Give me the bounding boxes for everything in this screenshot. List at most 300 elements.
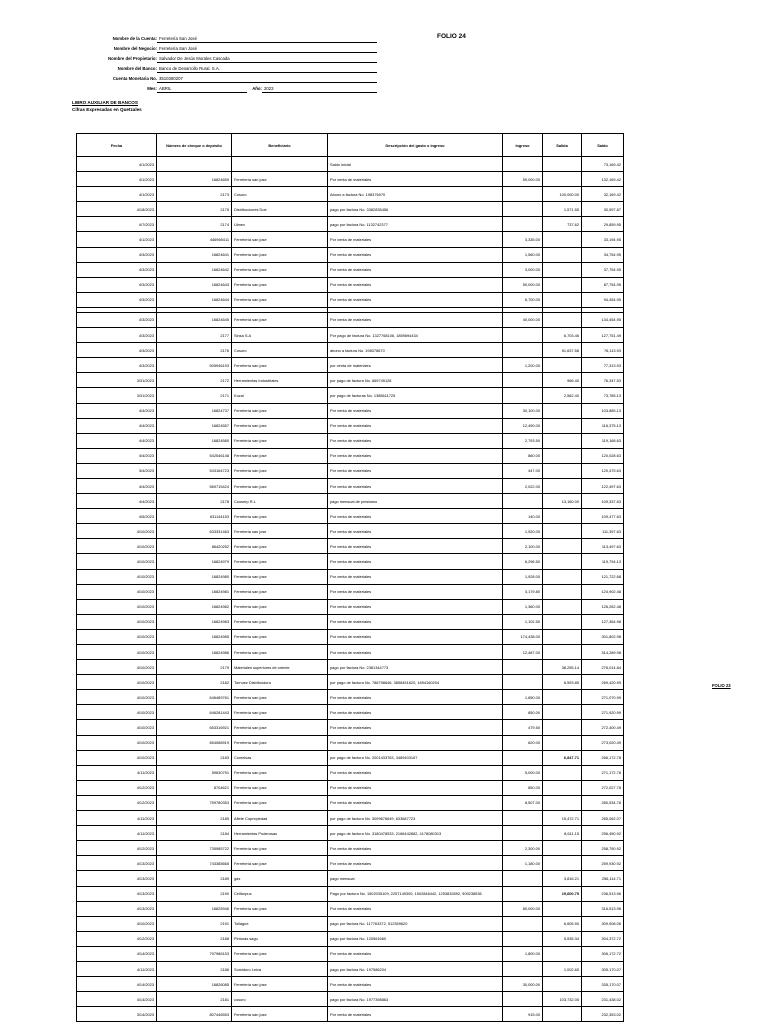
cell-fecha: 4/4/2023 (77, 494, 157, 509)
cell-fecha: 4/10/2023 (77, 750, 157, 765)
cell-ingreso (503, 961, 543, 976)
cell-descripcion: Pago por factura No. 1502035109, 2257149300, 1502846442, 1253832892, 909238536 (328, 886, 503, 901)
cell-descripcion: Por venta de materiales (328, 292, 503, 307)
cell-numero: 631144153 (157, 509, 232, 524)
cell-salida (543, 157, 582, 172)
cell-ingreso: 1,560.00 (503, 247, 543, 262)
cell-saldo: 33,194.95 (582, 232, 624, 247)
cell-fecha: 4/3/2023 (77, 247, 157, 262)
cell-numero: 16824983 (157, 614, 232, 629)
cell-salida (543, 599, 582, 614)
cell-fecha: 4/10/2023 (77, 675, 157, 690)
header-field-label: Cuenta Monetaria No. (112, 76, 157, 81)
cell-numero: 2189 (157, 871, 232, 886)
cell-saldo: 121,722.68 (582, 569, 624, 584)
cell-fecha: 4/3/2023 (77, 312, 157, 327)
cell-salida (543, 448, 582, 463)
cell-ingreso: 12,487.00 (503, 645, 543, 660)
cell-beneficiario: Ferretería san jose (232, 977, 328, 992)
cell-salida (543, 554, 582, 569)
cell-ingreso: 30,100.00 (503, 403, 543, 418)
cell-fecha: 3/31/2023 (77, 373, 157, 388)
cell-saldo: 109,337.63 (582, 494, 624, 509)
col-header-numero: Número de cheque o depósito (157, 134, 232, 157)
cell-salida (543, 1007, 582, 1022)
cell-fecha: 4/1/2023 (77, 232, 157, 247)
ledger-body (77, 157, 624, 1022)
cell-numero: 542546148 (157, 448, 232, 463)
cell-descripcion: Por venta de materiales (328, 856, 503, 871)
cell-beneficiario: Ferretería san jose (232, 946, 328, 961)
folio-side-label: FOLIO 23 (712, 683, 731, 688)
cell-fecha: 4/10/2023 (77, 569, 157, 584)
cell-fecha: 4/10/2023 (77, 614, 157, 629)
cell-ingreso: 479.50 (503, 720, 543, 735)
cell-beneficiario: Ferretería san jose (232, 403, 328, 418)
cell-fecha: 4/11/2023 (77, 811, 157, 826)
cell-descripcion: Abono a factura No. 198376970 (328, 187, 503, 202)
cell-beneficiario: Ferretería san jose (232, 433, 328, 448)
cell-numero: 2182 (157, 675, 232, 690)
year-value: 2023 (264, 86, 274, 91)
table-row (77, 509, 624, 524)
cell-descripcion: Por venta de materiales (328, 312, 503, 327)
cell-saldo: 271,920.99 (582, 705, 624, 720)
cell-ingreso (503, 916, 543, 931)
table-row (77, 292, 624, 307)
cell-fecha: 4/7/2023 (77, 217, 157, 232)
cell-descripcion: por pago de factura No. 3099676649, 633687723 (328, 811, 503, 826)
cell-descripcion: Por venta de materiales (328, 629, 503, 644)
cell-salida: 2,562.40 (543, 388, 582, 403)
cell-fecha: 4/1/2023 (77, 172, 157, 187)
cell-saldo: 30,597.87 (582, 202, 624, 217)
table-row (77, 172, 624, 187)
col-header-fecha: Fecha (77, 134, 157, 157)
cell-descripcion: Por venta de materiales (328, 418, 503, 433)
cell-beneficiario: Ferretería san jose (232, 599, 328, 614)
cell-saldo: 134,454.95 (582, 312, 624, 327)
cell-fecha: 4/4/2023 (77, 433, 157, 448)
cell-beneficiario: Cooserp R.L (232, 494, 328, 509)
cell-saldo: 124,902.48 (582, 584, 624, 599)
cell-descripcion: pago por factura No. 1977398863 (328, 992, 503, 1007)
cell-saldo: 266,172.78 (582, 750, 624, 765)
table-row (77, 187, 624, 202)
cell-saldo: 73,785.13 (582, 388, 624, 403)
cell-saldo: 259,930.92 (582, 856, 624, 871)
cell-ingreso: 2,022.00 (503, 478, 543, 493)
table-row (77, 675, 624, 690)
cell-beneficiario: Sinsa S.A (232, 328, 328, 343)
cell-salida (543, 463, 582, 478)
cell-beneficiario: Cosoro (232, 187, 328, 202)
cell-descripcion: Por venta de materiales (328, 599, 503, 614)
cell-beneficiario: Distribuciones Doe (232, 202, 328, 217)
cell-salida (543, 629, 582, 644)
cell-ingreso: 5,000.00 (503, 765, 543, 780)
cell-salida (543, 509, 582, 524)
cell-salida (543, 856, 582, 871)
cell-ingreso: 2,100.00 (503, 539, 543, 554)
cell-numero: 743385665 (157, 856, 232, 871)
cell-fecha: 4/12/2023 (77, 780, 157, 795)
cell-descripcion: Por venta de materiales (328, 765, 503, 780)
cell-descripcion: Por venta de materiales (328, 977, 503, 992)
cell-ingreso: 8,507.00 (503, 795, 543, 810)
cell-ingreso: 1,650.00 (503, 690, 543, 705)
cell-fecha: 4/10/2023 (77, 599, 157, 614)
cell-descripcion: Por venta de materiales (328, 705, 503, 720)
cell-salida (543, 277, 582, 292)
cell-ingreso: 620.00 (503, 735, 543, 750)
cell-descripcion: pago por factura No. 117763372, 512359620 (328, 916, 503, 931)
cell-descripcion: Por venta de materiales (328, 509, 503, 524)
cell-beneficiario: Ceiltorpus (232, 886, 328, 901)
cell-beneficiario: Comelsas (232, 750, 328, 765)
cell-saldo: 37,754.95 (582, 262, 624, 277)
cell-beneficiario: Ferretería san jose (232, 690, 328, 705)
cell-ingreso (503, 202, 543, 217)
cell-beneficiario: Ferretería san jose (232, 448, 328, 463)
cell-ingreso: 1,800.00 (503, 946, 543, 961)
table-row (77, 494, 624, 509)
cell-salida (543, 418, 582, 433)
cell-numero: 16824580 (157, 433, 232, 448)
cell-ingreso (503, 675, 543, 690)
cell-numero: 2181 (157, 992, 232, 1007)
cell-saldo: 32,169.42 (582, 187, 624, 202)
table-row (77, 977, 624, 992)
cell-ingreso (503, 992, 543, 1007)
cell-fecha: 4/1/2023 (77, 157, 157, 172)
cell-ingreso (503, 660, 543, 675)
cell-saldo: 120,475.63 (582, 463, 624, 478)
table-row (77, 262, 624, 277)
cell-saldo: 269,420.99 (582, 675, 624, 690)
cell-numero: 2174 (157, 217, 232, 232)
cell-ingreso: 59,000.00 (503, 172, 543, 187)
table-row (77, 811, 624, 826)
cell-saldo: 103,885.13 (582, 403, 624, 418)
cell-descripcion: Por venta de materiales (328, 720, 503, 735)
cell-numero: 2179 (157, 660, 232, 675)
cell-beneficiario: Ferretería san jose (232, 584, 328, 599)
header-field-underline (157, 52, 377, 53)
cell-numero: 735985722 (157, 841, 232, 856)
cell-descripcion: Por venta de materiales (328, 645, 503, 660)
cell-beneficiario: Aflete Coprepiedad (232, 811, 328, 826)
table-row (77, 614, 624, 629)
cell-salida: 1,002.65 (543, 961, 582, 976)
cell-beneficiario: Ferreteria san jose (232, 524, 328, 539)
cell-salida (543, 795, 582, 810)
year-underline (262, 92, 377, 93)
cell-saldo: 256,450.92 (582, 826, 624, 841)
cell-saldo: 305,170.07 (582, 961, 624, 976)
cell-beneficiario: Herramientas Poderosas (232, 826, 328, 841)
cell-numero: 16824986 (157, 645, 232, 660)
cell-ingreso: 6,700.00 (503, 292, 543, 307)
cell-saldo: 276,014.84 (582, 660, 624, 675)
cell-salida: 8,611.15 (543, 826, 582, 841)
cell-ingreso: 915.00 (503, 1007, 543, 1022)
cell-numero: 2188 (157, 931, 232, 946)
cell-ingreso: 1,180.00 (503, 856, 543, 871)
cell-salida: 103,732.05 (543, 992, 582, 1007)
cell-fecha: 4/11/2023 (77, 765, 157, 780)
cell-saldo: 280,534.78 (582, 795, 624, 810)
table-row (77, 312, 624, 327)
cell-ingreso (503, 343, 543, 358)
cell-fecha: 4/12/2023 (77, 841, 157, 856)
cell-fecha: 4/13/2023 (77, 871, 157, 886)
cell-fecha: 4/10/2023 (77, 660, 157, 675)
cell-numero: 59630791 (157, 765, 232, 780)
cell-saldo: 76,113.93 (582, 343, 624, 358)
cell-salida (543, 232, 582, 247)
header-field-label: Nombre de la Cuenta: (112, 36, 157, 41)
cell-numero: 797986153 (157, 946, 232, 961)
cell-numero: 2176 (157, 343, 232, 358)
cell-saldo: 126,262.48 (582, 599, 624, 614)
cell-salida: 6,703.46 (543, 328, 582, 343)
cell-saldo: 258,750.92 (582, 841, 624, 856)
table-row (77, 403, 624, 418)
cell-descripcion: Por venta de materiales (328, 946, 503, 961)
cell-salida (543, 358, 582, 373)
cell-ingreso (503, 826, 543, 841)
cell-descripcion: Por venta de materiales (328, 554, 503, 569)
table-row (77, 554, 624, 569)
cell-numero: 8704621 (157, 780, 232, 795)
cell-saldo: 122,497.63 (582, 478, 624, 493)
cell-ingreso: 174,438.00 (503, 629, 543, 644)
cell-numero: 2172 (157, 373, 232, 388)
cell-numero: 2186 (157, 961, 232, 976)
cell-numero: 16824982 (157, 599, 232, 614)
col-header-descripcion: Descripción del gasto o ingreso (328, 134, 503, 157)
cell-numero: 16824979 (157, 554, 232, 569)
cell-salida: 5,535.34 (543, 931, 582, 946)
cell-numero: 2171 (157, 388, 232, 403)
cell-beneficiario: Ferretería san jose (232, 418, 328, 433)
cell-salida (543, 645, 582, 660)
cell-descripcion: Por venta de materiales (328, 463, 503, 478)
table-row (77, 569, 624, 584)
cell-ingreso (503, 931, 543, 946)
cell-saldo: 77,313.93 (582, 358, 624, 373)
cell-salida (543, 569, 582, 584)
cell-salida (543, 292, 582, 307)
cell-descripcion: Por venta de materiales (328, 403, 503, 418)
table-row (77, 901, 624, 916)
cell-descripcion: por pago de factura No. 788798646, 3858451620, 1894160204 (328, 675, 503, 690)
table-row (77, 645, 624, 660)
cell-descripcion: Por venta de materiales (328, 690, 503, 705)
cell-salida (543, 735, 582, 750)
cell-fecha: 4/14/2023 (77, 992, 157, 1007)
cell-beneficiario: Ulmex (232, 217, 328, 232)
cell-fecha: 4/10/2023 (77, 735, 157, 750)
table-row (77, 584, 624, 599)
cell-salida: 737.62 (543, 217, 582, 232)
table-row (77, 328, 624, 343)
cell-saldo: 34,754.95 (582, 247, 624, 262)
cell-salida: 6,593.85 (543, 675, 582, 690)
cell-descripcion: Por venta de materiales (328, 841, 503, 856)
cell-saldo: 272,027.78 (582, 780, 624, 795)
cell-descripcion: pago por factura No. 120561660 (328, 931, 503, 946)
cell-salida (543, 584, 582, 599)
cell-descripcion: Por venta de materiales (328, 1007, 503, 1022)
cell-descripcion: por pago de facturas No. 1385611725 (328, 388, 503, 403)
cell-numero: 759780353 (157, 795, 232, 810)
cell-saldo: 111,397.63 (582, 524, 624, 539)
cell-salida (543, 262, 582, 277)
cell-numero: 86420252 (157, 539, 232, 554)
cell-descripcion: Por venta de materiales (328, 247, 503, 262)
cell-numero: 16824557 (157, 418, 232, 433)
cell-fecha: 4/11/2023 (77, 826, 157, 841)
cell-beneficiario: Ferretería san jose (232, 509, 328, 524)
cell-numero: 2191 (157, 916, 232, 931)
table-row (77, 946, 624, 961)
cell-descripcion: Por venta de materiales (328, 901, 503, 916)
month-underline (157, 92, 247, 93)
cell-numero: 2190 (157, 886, 232, 901)
table-row (77, 448, 624, 463)
cell-descripcion: pago por factura No. 2381344773 (328, 660, 503, 675)
cell-ingreso (503, 494, 543, 509)
cell-saldo: 301,802.98 (582, 629, 624, 644)
cell-salida: 100,000.00 (543, 187, 582, 202)
cell-fecha: 4/3/2023 (77, 358, 157, 373)
cell-ingreso: 447.00 (503, 463, 543, 478)
header-field-underline (157, 62, 377, 63)
cell-ingreso (503, 157, 543, 172)
cell-fecha: 4/4/2023 (77, 478, 157, 493)
cell-beneficiario: Ferretería san jose (232, 312, 328, 327)
cell-beneficiario: Ferretería san jose (232, 478, 328, 493)
cell-numero: 16824641 (157, 247, 232, 262)
cell-saldo: 109,477.63 (582, 509, 624, 524)
cell-ingreso (503, 328, 543, 343)
col-header-beneficiario: Beneficiario (232, 134, 328, 157)
cell-fecha: 4/5/2023 (77, 509, 157, 524)
header-field-value: 3510380207 (159, 76, 183, 81)
cell-numero: 2178 (157, 494, 232, 509)
cell-beneficiario: Ferretería san jose (232, 765, 328, 780)
cell-descripcion: Por venta de materiales (328, 735, 503, 750)
cell-numero: 16824643 (157, 277, 232, 292)
cell-beneficiario: Ferretería san jose (232, 614, 328, 629)
cell-descripcion: Por pago de factura No. 1327768106, 1859694434 (328, 328, 503, 343)
cell-descripcion: Por venta de materiales (328, 172, 503, 187)
table-row (77, 841, 624, 856)
cell-fecha: 4/10/2023 (77, 645, 157, 660)
table-row (77, 856, 624, 871)
cell-salida (543, 720, 582, 735)
cell-ingreso: 30,000.00 (503, 977, 543, 992)
cell-fecha: 4/10/2023 (77, 539, 157, 554)
cell-salida (543, 765, 582, 780)
cell-numero: 446965411 (157, 232, 232, 247)
table-row (77, 826, 624, 841)
cell-salida (543, 705, 582, 720)
cell-beneficiario: Ferretería san jose (232, 735, 328, 750)
cell-fecha: 3/31/2023 (77, 388, 157, 403)
cell-ingreso: 2,793.50 (503, 433, 543, 448)
cell-fecha: 4/4/2023 (77, 403, 157, 418)
cell-ingreso: 50,000.00 (503, 277, 543, 292)
cell-fecha: 4/3/2023 (77, 277, 157, 292)
cell-descripcion: abono a factura No. 198078670 (328, 343, 503, 358)
cell-salida (543, 946, 582, 961)
cell-fecha: 4/3/2023 (77, 262, 157, 277)
cell-saldo: 119,168.63 (582, 433, 624, 448)
cell-beneficiario: Ferretería san jose (232, 292, 328, 307)
cell-salida: 38,255.14 (543, 660, 582, 675)
table-row (77, 388, 624, 403)
header-field-value: Ferretería San José (159, 46, 197, 51)
cell-salida (543, 614, 582, 629)
cell-numero: 16824644 (157, 292, 232, 307)
cell-salida (543, 247, 582, 262)
cell-beneficiario: Ferretería san jose (232, 247, 328, 262)
cell-saldo: 119,794.13 (582, 554, 624, 569)
cell-numero: 16824645 (157, 312, 232, 327)
cell-salida: 3,816.21 (543, 871, 582, 886)
cell-numero: 16824642 (157, 262, 232, 277)
cell-descripcion: por pago de factura No. 3180478533, 2166442882, 4178080313 (328, 826, 503, 841)
cell-numero: 16824737 (157, 403, 232, 418)
header-field-underline (157, 42, 377, 43)
cell-beneficiario: Sumiduro Leiva (232, 961, 328, 976)
cell-saldo: 272,400.49 (582, 720, 624, 735)
table-row (77, 705, 624, 720)
cell-salida (543, 690, 582, 705)
cell-beneficiario: Ferretería san jose (232, 358, 328, 373)
folio-number: FOLIO 24 (437, 33, 466, 40)
cell-fecha: 4/1/2023 (77, 187, 157, 202)
cell-beneficiario: Kozal (232, 388, 328, 403)
table-row (77, 539, 624, 554)
cell-numero: 646281443 (157, 705, 232, 720)
cell-salida (543, 312, 582, 327)
cell-saldo: 116,375.13 (582, 418, 624, 433)
cell-beneficiario: Ferretería san jose (232, 463, 328, 478)
header-field-underline (157, 72, 377, 73)
cell-fecha: 4/14/2023 (77, 977, 157, 992)
cell-descripcion: pago por factura No. 197586204 (328, 961, 503, 976)
cell-saldo: 271,172.78 (582, 765, 624, 780)
month-label: Mes: (147, 86, 157, 91)
table-row (77, 202, 624, 217)
cell-saldo: 309,908.06 (582, 916, 624, 931)
cell-saldo: 314,289.98 (582, 645, 624, 660)
cell-saldo: 76,347.53 (582, 373, 624, 388)
cell-beneficiario: Ferretería san jose (232, 539, 328, 554)
cell-salida (543, 780, 582, 795)
cell-ingreso (503, 811, 543, 826)
table-row (77, 931, 624, 946)
cell-numero: 646489761 (157, 690, 232, 705)
table-row (77, 478, 624, 493)
cell-beneficiario: cosoro (232, 992, 328, 1007)
cell-numero (157, 157, 232, 172)
cell-descripcion: por pago de factura No. 2001433763, 3489403167 (328, 750, 503, 765)
